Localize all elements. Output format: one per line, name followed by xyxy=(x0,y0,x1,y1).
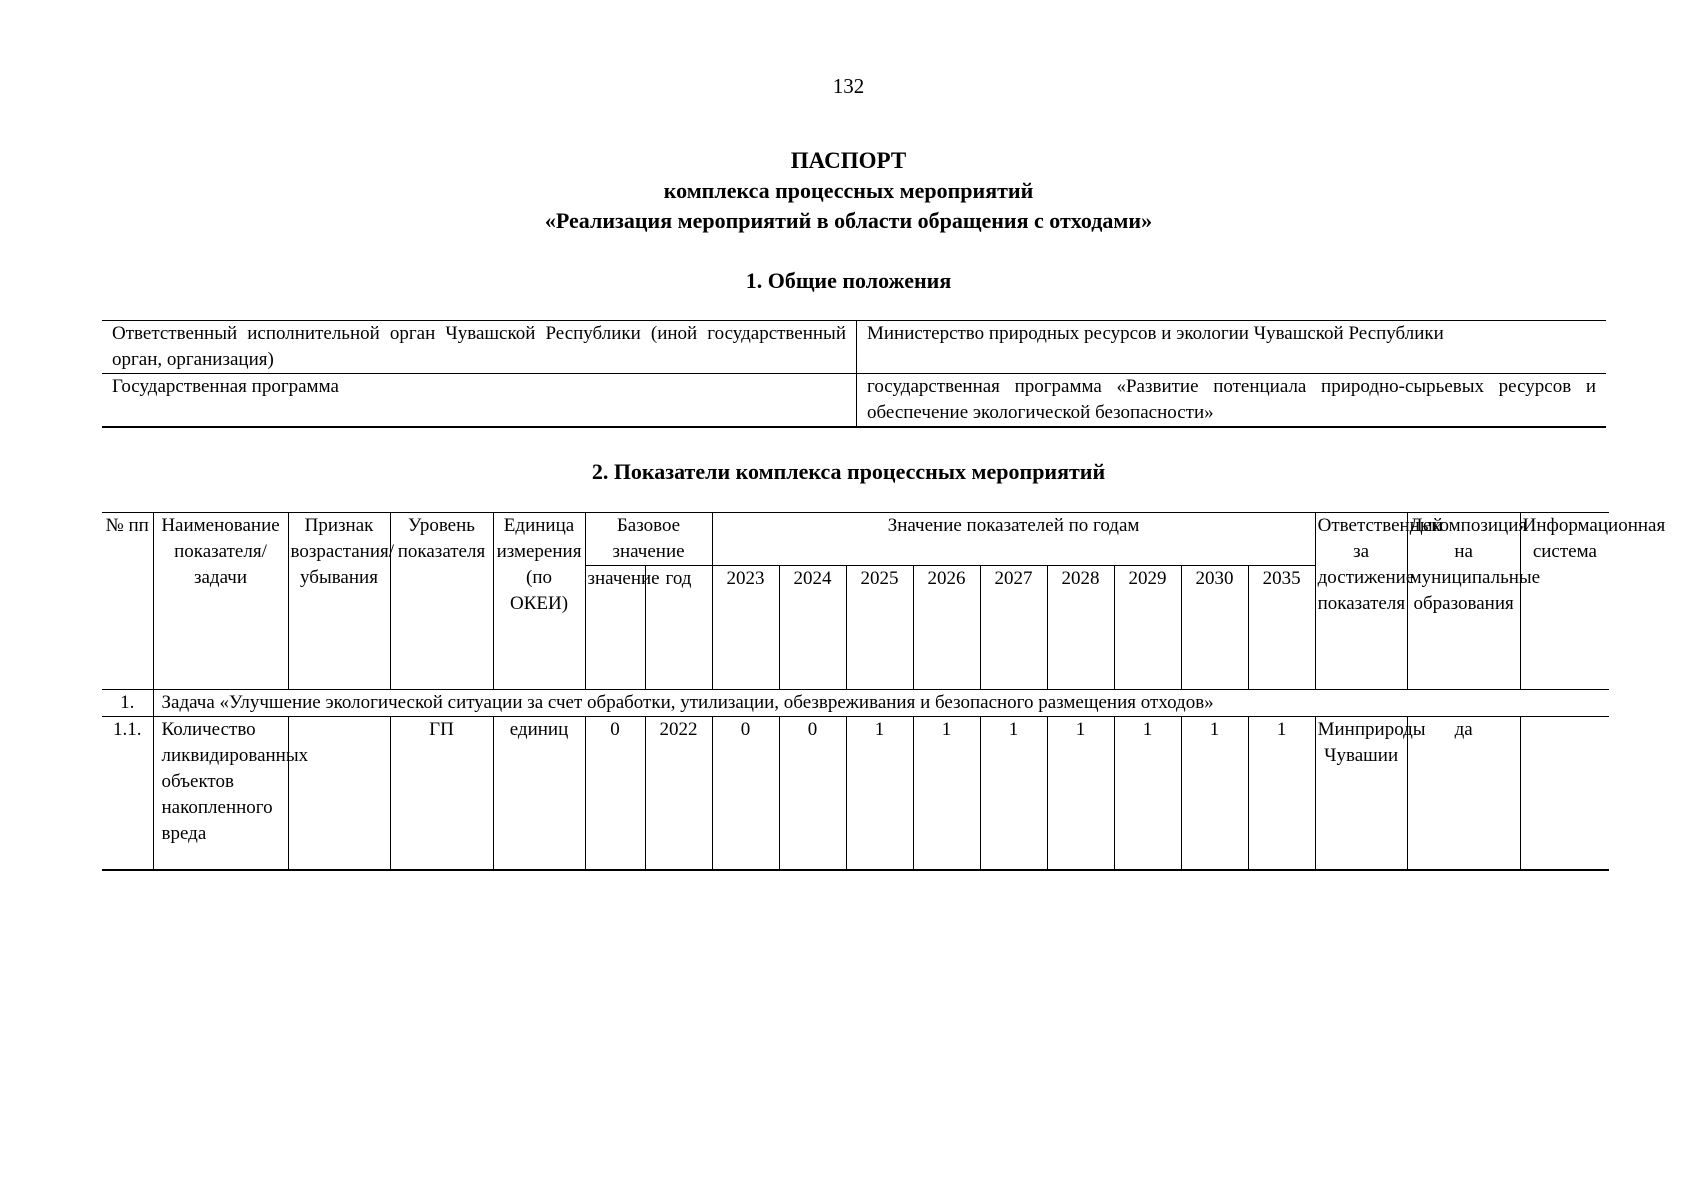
cell-level: ГП xyxy=(390,717,493,871)
header-base-value: значение xyxy=(585,566,645,690)
header-responsible: Ответственный за достижение показателя xyxy=(1315,513,1407,690)
header-name: Наименование показателя/задачи xyxy=(153,513,288,690)
cell-sign xyxy=(288,717,390,871)
header-level: Уровень показателя xyxy=(390,513,493,690)
cell-info-system xyxy=(1520,717,1609,871)
cell-responsible: Минприроды Чувашии xyxy=(1315,717,1407,871)
cell-base-value: 0 xyxy=(585,717,645,871)
cell-year-value: 1 xyxy=(913,717,980,871)
task-row xyxy=(102,690,1609,717)
header-base-year: год xyxy=(645,566,712,690)
title-main: ПАСПОРТ xyxy=(790,148,907,173)
header-year: 2035 xyxy=(1248,566,1315,690)
header-year: 2026 xyxy=(913,566,980,690)
header-sign: Признак возрастания/ убывания xyxy=(288,513,390,690)
cell-year-value: 1 xyxy=(1047,717,1114,871)
section1-heading: 1. Общие положения xyxy=(745,268,952,293)
cell-year-value: 1 xyxy=(980,717,1047,871)
header-year: 2029 xyxy=(1114,566,1181,690)
header-row xyxy=(102,513,1609,566)
header-year: 2023 xyxy=(712,566,779,690)
row-value: государственная программа «Развитие потенциала природно-сырьевых ресурсов и обеспечение экологической безопасности» xyxy=(857,374,1607,428)
header-decomposition: Декомпозиция на муниципальные образования xyxy=(1407,513,1520,690)
title-program-name: «Реализация мероприятий в области обращения с отходами» xyxy=(544,208,1153,233)
header-year: 2027 xyxy=(980,566,1047,690)
header-years-group: Значение показателей по годам xyxy=(712,513,1315,566)
task-num: 1. xyxy=(102,690,153,717)
header-base: Базовое значение xyxy=(585,513,712,566)
title-subtitle: комплекса процессных мероприятий xyxy=(663,178,1034,203)
header-year: 2030 xyxy=(1181,566,1248,690)
table-row xyxy=(102,717,1609,871)
indicators-table xyxy=(102,512,1666,871)
cell-year-value: 0 xyxy=(712,717,779,871)
cell-unit: единиц xyxy=(493,717,585,871)
task-text: Задача «Улучшение экологической ситуации за счет обработки, утилизации, обезвреживания и безопасного размещения отходов» xyxy=(153,690,1609,717)
header-info-system: Информационная система xyxy=(1520,513,1609,690)
cell-year-value: 1 xyxy=(1114,717,1181,871)
header-unit: Единица измерения (по ОКЕИ) xyxy=(493,513,585,690)
header-year: 2024 xyxy=(779,566,846,690)
header-num: № пп xyxy=(102,513,153,690)
section2-heading: 2. Показатели комплекса процессных мероприятий xyxy=(591,459,1106,484)
cell-decomposition: да xyxy=(1407,717,1520,871)
cell-name: Количество ликвидированных объектов накопленного вреда xyxy=(153,717,288,871)
document-title xyxy=(0,146,1697,236)
page-number: 132 xyxy=(832,74,865,98)
cell-base-year: 2022 xyxy=(645,717,712,871)
row-label: Ответственный исполнительной орган Чувашской Республики (иной государственный орган, организация) xyxy=(102,321,857,374)
general-provisions-table xyxy=(102,320,1606,428)
row-label: Государственная программа xyxy=(102,374,857,428)
table-row xyxy=(102,374,1606,428)
cell-year-value: 0 xyxy=(779,717,846,871)
cell-year-value: 1 xyxy=(1248,717,1315,871)
header-year: 2025 xyxy=(846,566,913,690)
cell-num: 1.1. xyxy=(102,717,153,871)
row-value: Министерство природных ресурсов и экологии Чувашской Республики xyxy=(857,321,1607,374)
cell-year-value: 1 xyxy=(846,717,913,871)
cell-year-value: 1 xyxy=(1181,717,1248,871)
header-year: 2028 xyxy=(1047,566,1114,690)
table-row xyxy=(102,321,1606,374)
